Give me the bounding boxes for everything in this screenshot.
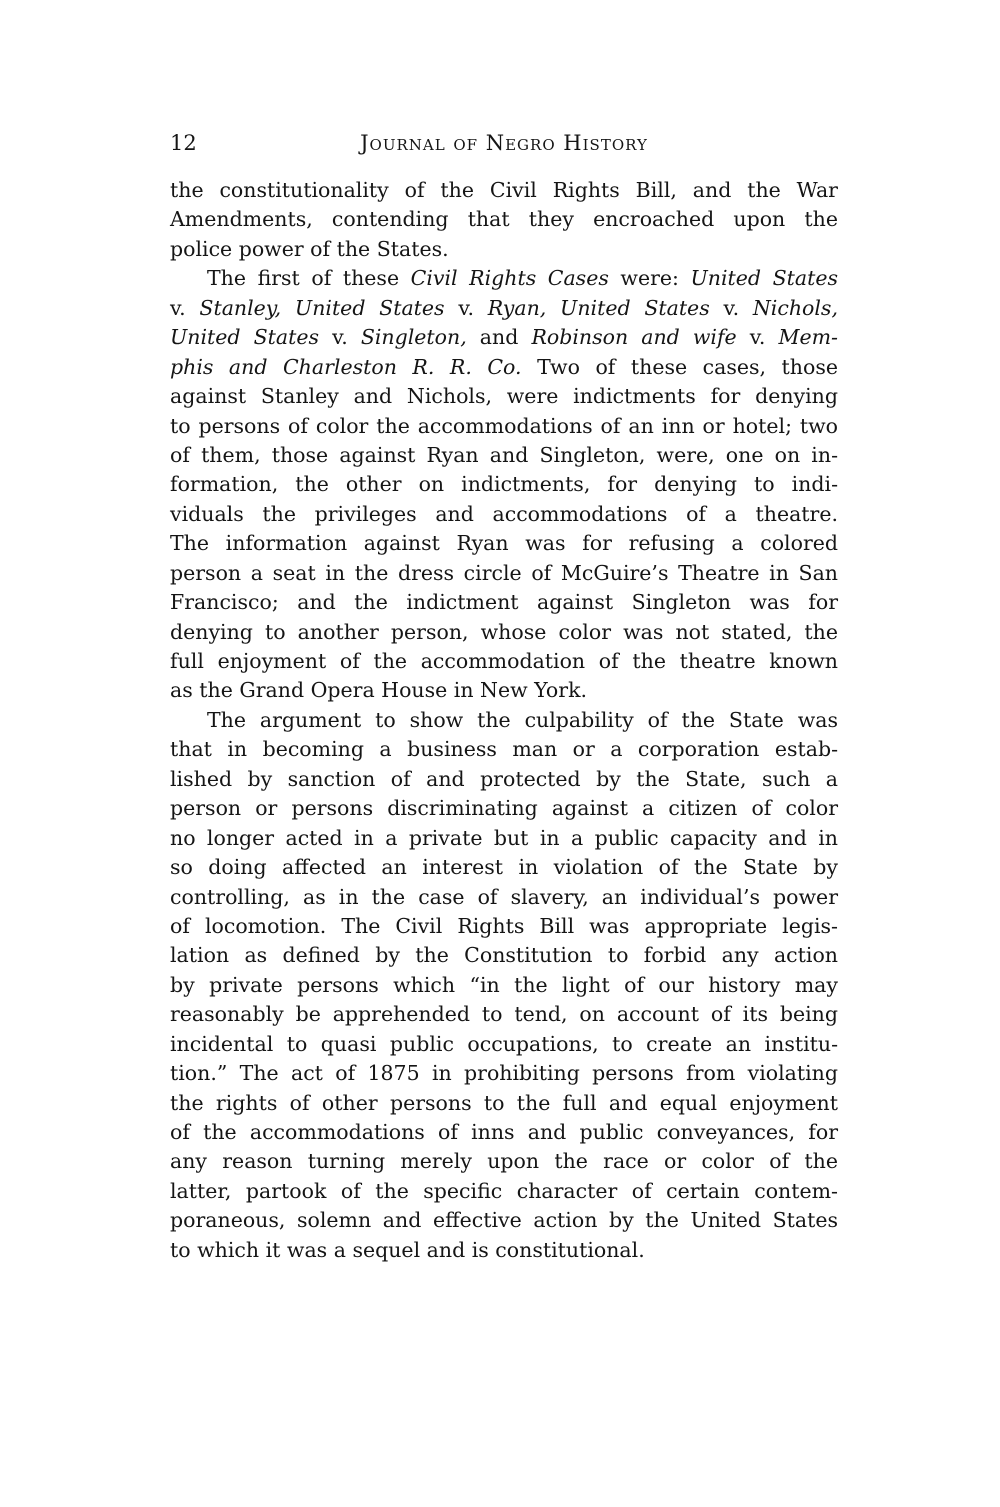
paragraph	[170, 706, 838, 1265]
text-run: were:	[608, 266, 691, 291]
text-line	[170, 1059, 838, 1088]
text-run: any reason turning merely upon the race or color of the	[170, 1149, 838, 1174]
text-line	[170, 1206, 838, 1235]
text-line	[170, 824, 838, 853]
text-line	[170, 676, 838, 705]
text-run: no longer acted in a private but in a public capacity and in	[170, 825, 838, 850]
text-line	[170, 353, 838, 382]
text-line	[170, 853, 838, 882]
text-run: person a seat in the dress circle of McGuire’s Theatre in San	[170, 560, 838, 585]
italic-text: Ryan, United States	[487, 295, 710, 320]
text-run: lished by sanction of and protected by the State, such a	[170, 766, 838, 791]
text-run: of the accommodations of inns and public conveyances, for	[170, 1120, 838, 1144]
text-run: formation, the other on indictments, for denying to indi-	[170, 472, 838, 497]
text-line	[170, 235, 838, 264]
page-header	[170, 128, 838, 158]
text-run: v.	[709, 295, 753, 320]
text-run: to which it was a sequel and is constitutional.	[170, 1237, 645, 1262]
text-run: v.	[736, 325, 779, 350]
text-run: denying to another person, whose color was not stated, the	[170, 619, 838, 644]
text-line	[170, 470, 838, 499]
text-run: against Stanley and Nichols, were indictments for denying	[170, 384, 838, 409]
text-run: v.	[444, 295, 488, 320]
italic-text: United States	[170, 325, 319, 350]
italic-text: Robinson and wife	[531, 325, 737, 350]
text-line	[170, 412, 838, 441]
italic-text: phis and Charleston R. R. Co.	[170, 354, 522, 379]
text-line	[170, 971, 838, 1000]
text-line	[170, 382, 838, 411]
italic-text: Stanley, United States	[199, 295, 445, 320]
italic-text: Mem-	[778, 325, 838, 350]
text-run: The argument to show the culpability of the State was	[207, 707, 838, 732]
text-line	[170, 941, 838, 970]
text-line	[170, 765, 838, 794]
text-run: incidental to quasi public occupations, to create an institu-	[170, 1031, 838, 1056]
text-run: to persons of color the accommodations of an inn or hotel; two	[170, 413, 838, 438]
text-line	[170, 1000, 838, 1029]
text-line	[170, 1236, 838, 1265]
text-line	[170, 559, 838, 588]
text-run: The first of these	[207, 266, 411, 291]
text-line	[170, 735, 838, 764]
text-run: poraneous, solemn and effective action by the United States	[170, 1208, 838, 1233]
italic-text: United States	[690, 266, 838, 291]
text-run: reasonably be apprehended to tend, on account of its being	[170, 1002, 838, 1027]
text-line	[170, 1030, 838, 1059]
text-run: of them, those against Ryan and Singleton, were, one on in-	[170, 442, 838, 467]
text-run: latter, partook of the specific character of certain contem-	[170, 1178, 838, 1203]
text-run: of locomotion. The Civil Rights Bill was appropriate legis-	[170, 913, 838, 938]
text-line	[170, 205, 838, 234]
text-run: Amendments, contending that they encroached upon the	[170, 207, 838, 232]
text-line	[170, 1089, 838, 1118]
text-run: Francisco; and the indictment against Singleton was for	[170, 590, 838, 615]
text-line	[170, 264, 838, 293]
text-run: by private persons which “in the light of our history may	[170, 972, 838, 997]
text-run: The information against Ryan was for refusing a colored	[170, 531, 838, 556]
text-line	[170, 618, 838, 647]
text-line	[170, 706, 838, 735]
text-run: Two of these cases, those	[521, 354, 838, 379]
text-run: full enjoyment of the accommodation of the theatre known	[170, 649, 838, 673]
italic-text: Nichols,	[752, 295, 838, 320]
text-line	[170, 1118, 838, 1147]
text-run: tion.” The act of 1875 in prohibiting persons from violating	[170, 1061, 838, 1086]
text-run: lation as defined by the Constitution to forbid any action	[170, 943, 838, 968]
text-run: the rights of other persons to the full and equal enjoyment	[170, 1090, 838, 1115]
italic-text: Civil Rights Cases	[410, 266, 609, 291]
page-number: 12	[170, 131, 197, 155]
text-line	[170, 794, 838, 823]
paragraph	[170, 264, 838, 706]
text-line	[170, 1177, 838, 1206]
text-line	[170, 323, 838, 352]
text-line	[170, 294, 838, 323]
running-head: Journal of Negro History	[360, 131, 648, 155]
text-run: so doing affected an interest in violation of the State by	[170, 855, 838, 880]
paragraph	[170, 176, 838, 264]
text-run: police power of the States.	[170, 236, 449, 261]
body-text	[170, 176, 838, 1265]
text-line	[170, 176, 838, 205]
text-run: the constitutionality of the Civil Rights Bill, and the War	[170, 178, 838, 202]
text-line	[170, 912, 838, 941]
text-run: v.	[170, 295, 200, 320]
text-run: viduals the privileges and accommodations of a theatre.	[170, 501, 838, 526]
italic-text: Singleton,	[360, 325, 467, 350]
text-run: v.	[319, 325, 361, 350]
text-line	[170, 500, 838, 529]
text-line	[170, 883, 838, 912]
text-run: person or persons discriminating against a citizen of color	[170, 796, 838, 821]
text-run: as the Grand Opera House in New York.	[170, 678, 588, 703]
text-line	[170, 588, 838, 617]
text-line	[170, 529, 838, 558]
text-run: controlling, as in the case of slavery, an individual’s power	[170, 884, 838, 909]
text-run: that in becoming a business man or a corporation estab-	[170, 737, 838, 762]
text-line	[170, 647, 838, 676]
text-run: and	[466, 325, 532, 350]
text-line	[170, 441, 838, 470]
text-line	[170, 1147, 838, 1176]
